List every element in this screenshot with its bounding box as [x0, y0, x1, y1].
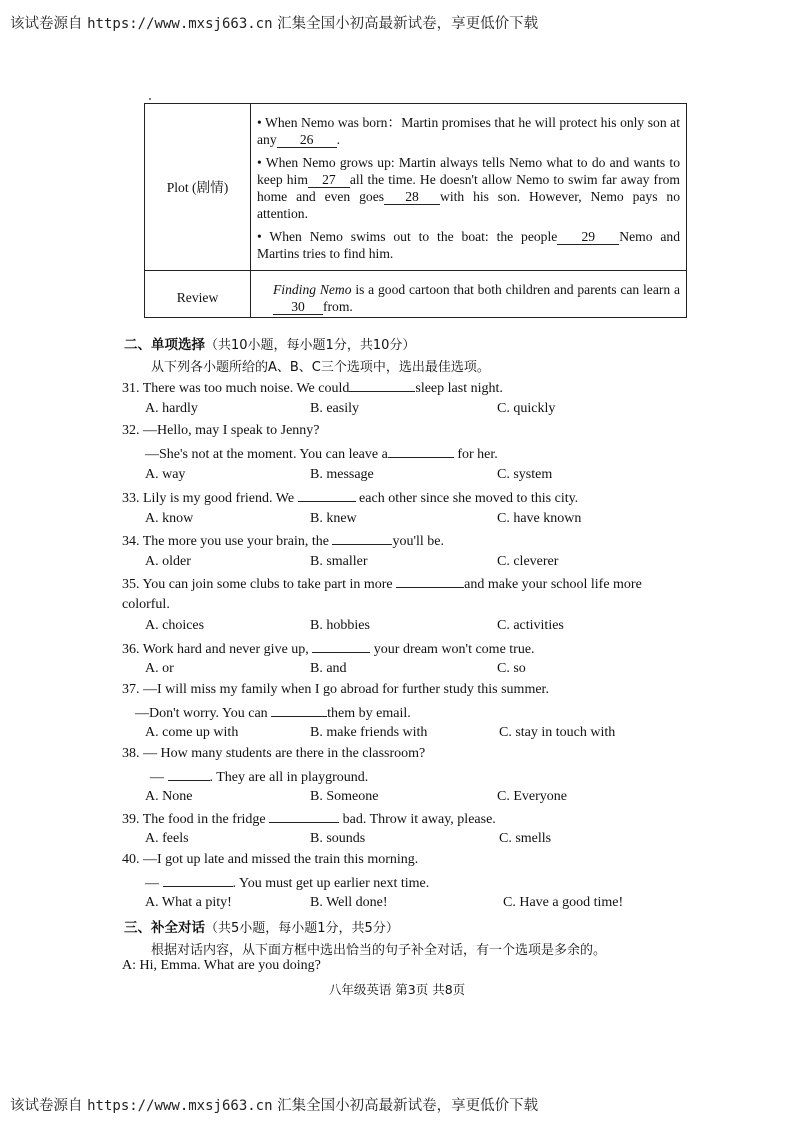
- q31-option-b[interactable]: B. easily: [310, 401, 359, 416]
- question-35: [122, 575, 686, 593]
- question-34: [122, 532, 444, 550]
- q33-text-post: each other since she moved to this city.: [359, 491, 579, 506]
- q31-text-pre: There was too much noise. We could: [142, 381, 350, 396]
- q33-blank[interactable]: [298, 489, 356, 502]
- q37-blank[interactable]: [271, 704, 327, 717]
- plot-content: [251, 104, 687, 271]
- blank-26[interactable]: 26: [277, 132, 337, 148]
- q35-text-post: and make your school life more: [464, 577, 642, 592]
- blank-30[interactable]: 30: [273, 299, 323, 315]
- plot-p1-text: • When Nemo was born：Martin promises that he will protect his only son at any: [257, 115, 680, 147]
- page-footer-watermark: [10, 1094, 538, 1115]
- q36-text-post: your dream won't come true.: [373, 642, 535, 657]
- q33-number: 33.: [122, 491, 140, 506]
- q40-text-pre: —I got up late and missed the train this morning.: [143, 852, 419, 867]
- q36-blank[interactable]: [312, 640, 370, 653]
- header-prefix: 该试卷源自: [10, 16, 83, 32]
- section3-points: （共5小题，每小题1分，共5分）: [205, 921, 399, 936]
- q34-number: 34.: [122, 534, 140, 549]
- q39-blank[interactable]: [269, 810, 339, 823]
- q37-number: 37.: [122, 682, 140, 697]
- q33-option-b[interactable]: B. knew: [310, 511, 357, 526]
- q38-line2-post: . They are all in playground.: [209, 770, 369, 785]
- question-32: [122, 423, 320, 439]
- scan-speck: [149, 98, 151, 100]
- question-38: [122, 746, 425, 762]
- q36-option-c[interactable]: C. so: [497, 661, 526, 676]
- plot-p3-end: Nemo and Martins tries to find him.: [257, 229, 680, 261]
- q37-option-b[interactable]: B. make friends with: [310, 725, 428, 740]
- q37-line2-post: them by email.: [327, 706, 411, 721]
- plot-p2-text-b: all the time. He doesn't allow Nemo to swim far away from home and even goes: [257, 172, 680, 204]
- q32-line2-post: for her.: [457, 447, 498, 462]
- question-37: [122, 682, 549, 698]
- q38-line2-pre: —: [150, 770, 164, 785]
- review-paragraph: [273, 281, 680, 315]
- q32-option-a[interactable]: A. way: [145, 467, 186, 482]
- section2-points: （共10小题，每小题1分，共10分）: [205, 338, 416, 353]
- q37-line2-pre: —Don't worry. You can: [135, 706, 268, 721]
- q37-line2: [135, 704, 411, 722]
- q38-number: 38.: [122, 746, 140, 761]
- q31-text-post: sleep last night.: [415, 381, 503, 396]
- footer-prefix: 该试卷源自: [10, 1098, 83, 1114]
- review-text: is a good cartoon that both children and parents can learn a: [351, 282, 680, 297]
- review-end: from.: [323, 299, 353, 314]
- section2-heading: [124, 333, 415, 353]
- q32-line2-pre: —She's not at the moment. You can leave a: [145, 447, 388, 462]
- q32-blank[interactable]: [388, 445, 454, 458]
- q34-blank[interactable]: [332, 532, 392, 545]
- plot-p2-text-c: with his son. However, Nemo pays no attention.: [257, 189, 680, 221]
- q33-option-c[interactable]: C. have known: [497, 511, 582, 526]
- q34-text-pre: The more you use your brain, the: [142, 534, 329, 549]
- review-row: [145, 271, 687, 318]
- q34-option-c[interactable]: C. cleverer: [497, 554, 559, 569]
- question-33: [122, 489, 578, 507]
- q32-text-pre: —Hello, may I speak to Jenny?: [143, 423, 320, 438]
- q35-line2: colorful.: [122, 597, 170, 612]
- q31-blank[interactable]: [349, 379, 415, 392]
- header-url-link[interactable]: https://www.mxsj663.cn: [87, 16, 273, 32]
- plot-row: [145, 104, 687, 271]
- q39-text-pre: The food in the fridge: [142, 812, 266, 827]
- q39-text-post: bad. Throw it away, please.: [342, 812, 496, 827]
- footer-url-link[interactable]: https://www.mxsj663.cn: [87, 1098, 273, 1114]
- q31-option-c[interactable]: C. quickly: [497, 401, 556, 416]
- question-39: [122, 810, 496, 828]
- blank-27[interactable]: 27: [308, 172, 350, 188]
- q34-option-a[interactable]: A. older: [145, 554, 191, 569]
- page-header-watermark: [10, 12, 538, 33]
- section2-instruction: 从下列各小题所给的A、B、C三个选项中，选出最佳选项。: [151, 360, 490, 375]
- q40-option-a[interactable]: A. What a pity!: [145, 895, 232, 910]
- q40-option-b[interactable]: B. Well done!: [310, 895, 388, 910]
- q40-option-c[interactable]: C. Have a good time!: [503, 895, 624, 910]
- q36-number: 36.: [122, 642, 140, 657]
- q33-option-a[interactable]: A. know: [145, 511, 194, 526]
- plot-paragraph-2: [257, 154, 680, 222]
- q39-option-b[interactable]: B. sounds: [310, 831, 366, 846]
- review-content: [251, 271, 687, 318]
- header-suffix: 汇集全国小初高最新试卷，享更低价下载: [277, 16, 539, 32]
- section3-heading: [124, 916, 399, 936]
- q31-number: 31.: [122, 381, 140, 396]
- question-31: [122, 379, 503, 397]
- question-40: [122, 852, 418, 868]
- plot-p1-end: .: [336, 132, 341, 147]
- q38-line2: [150, 768, 368, 786]
- q39-option-a[interactable]: A. feels: [145, 831, 189, 846]
- plot-paragraph-1: [257, 114, 680, 148]
- q36-text-pre: Work hard and never give up,: [142, 642, 309, 657]
- q40-line2-pre: —: [145, 876, 159, 891]
- q34-text-post: you'll be.: [392, 534, 444, 549]
- page-number: 八年级英语 第3页 共8页: [328, 982, 466, 997]
- dialog-line-1: A: Hi, Emma. What are you doing?: [122, 958, 321, 973]
- q40-number: 40.: [122, 852, 140, 867]
- q34-option-b[interactable]: B. smaller: [310, 554, 368, 569]
- footer-suffix: 汇集全国小初高最新试卷，享更低价下载: [277, 1098, 539, 1114]
- q35-option-c[interactable]: C. activities: [497, 618, 564, 633]
- q37-option-c[interactable]: C. stay in touch with: [499, 725, 616, 740]
- section2-title: 二、单项选择: [124, 337, 205, 353]
- q37-text-pre: —I will miss my family when I go abroad for further study this summer.: [143, 682, 549, 697]
- plot-label: Plot (剧情): [145, 104, 251, 271]
- question-36: [122, 640, 535, 658]
- section3-instruction: 根据对话内容，从下面方框中选出恰当的句子补全对话，有一个选项是多余的。: [151, 943, 607, 958]
- q38-text-pre: — How many students are there in the classroom?: [143, 746, 426, 761]
- q31-option-a[interactable]: A. hardly: [145, 401, 198, 416]
- q40-line2-post: . You must get up earlier next time.: [232, 876, 430, 891]
- q33-text-pre: Lily is my good friend. We: [143, 491, 295, 506]
- q38-option-a[interactable]: A. None: [145, 789, 193, 804]
- q39-option-c[interactable]: C. smells: [499, 831, 552, 846]
- plot-p2-text-a: • When Nemo grows up: Martin always tells Nemo what to do and wants to keep him: [257, 155, 680, 187]
- blank-28[interactable]: 28: [384, 189, 440, 205]
- q35-blank[interactable]: [396, 575, 464, 588]
- blank-29[interactable]: 29: [557, 229, 619, 245]
- q37-option-a[interactable]: A. come up with: [145, 725, 239, 740]
- q32-option-c[interactable]: C. system: [497, 467, 553, 482]
- q38-option-b[interactable]: B. Someone: [310, 789, 379, 804]
- q40-blank[interactable]: [163, 874, 233, 887]
- q36-option-a[interactable]: A. or: [145, 661, 174, 676]
- q35-option-b[interactable]: B. hobbies: [310, 618, 370, 633]
- review-label: Review: [145, 271, 251, 318]
- review-title-italic: Finding Nemo: [273, 282, 352, 297]
- q39-number: 39.: [122, 812, 140, 827]
- q32-option-b[interactable]: B. message: [310, 467, 374, 482]
- section3-title: 三、补全对话: [124, 920, 205, 936]
- q35-option-a[interactable]: A. choices: [145, 618, 205, 633]
- q38-blank[interactable]: [168, 768, 210, 781]
- plot-p3-text: • When Nemo swims out to the boat: the people: [257, 229, 558, 244]
- q36-option-b[interactable]: B. and: [310, 661, 347, 676]
- q40-line2: [145, 874, 429, 892]
- plot-paragraph-3: [257, 228, 680, 262]
- q32-line2: [145, 445, 498, 463]
- plot-review-table: [144, 103, 687, 318]
- q35-number: 35.: [122, 577, 140, 592]
- q32-number: 32.: [122, 423, 140, 438]
- q38-option-c[interactable]: C. Everyone: [497, 789, 567, 804]
- q35-text-pre: You can join some clubs to take part in more: [142, 577, 393, 592]
